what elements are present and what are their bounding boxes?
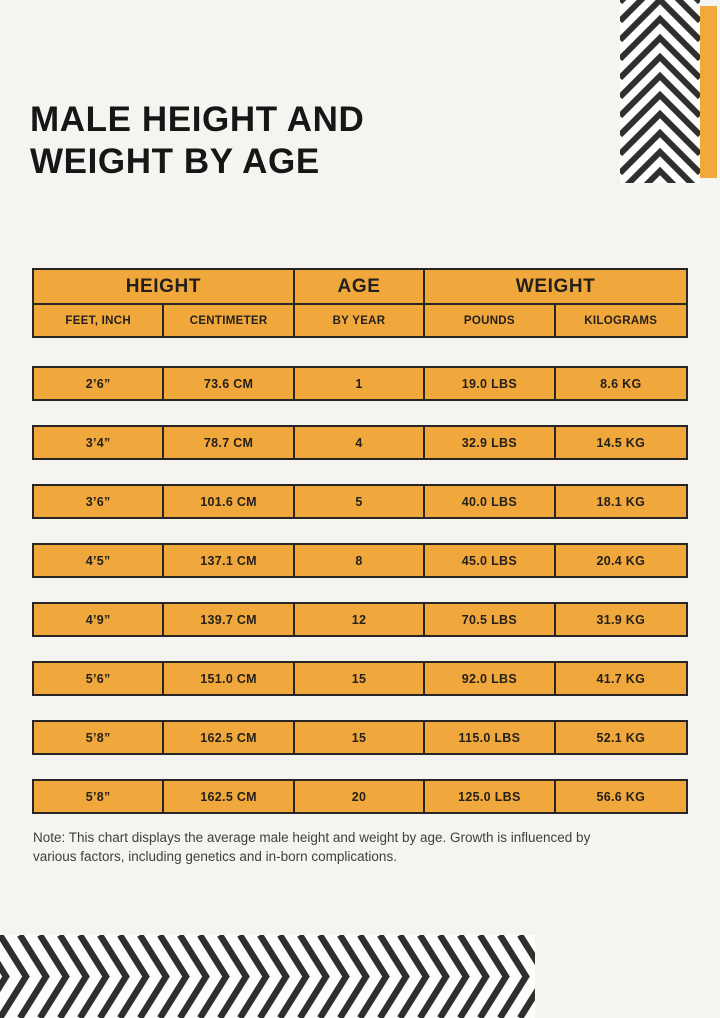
table-cell: 8 bbox=[295, 545, 425, 576]
table-cell: 5’6” bbox=[34, 663, 164, 694]
table-cell: 19.0 LBS bbox=[425, 368, 555, 399]
table-cell: 32.9 LBS bbox=[425, 427, 555, 458]
table-cell: 115.0 LBS bbox=[425, 722, 555, 753]
table-cell: 151.0 CM bbox=[164, 663, 294, 694]
header-group-weight: WEIGHT bbox=[425, 270, 686, 303]
table-cell: 12 bbox=[295, 604, 425, 635]
table-row bbox=[32, 720, 688, 755]
table-row bbox=[32, 543, 688, 578]
table-cell: 162.5 CM bbox=[164, 722, 294, 753]
table-cell: 125.0 LBS bbox=[425, 781, 555, 812]
table-cell: 14.5 KG bbox=[556, 427, 686, 458]
chevron-right-pattern-icon bbox=[0, 935, 535, 1018]
table-cell: 162.5 CM bbox=[164, 781, 294, 812]
table-cell: 8.6 KG bbox=[556, 368, 686, 399]
table-cell: 70.5 LBS bbox=[425, 604, 555, 635]
col-header-kilograms: KILOGRAMS bbox=[556, 305, 686, 336]
table-row bbox=[32, 484, 688, 519]
page-title-line2: WEIGHT BY AGE bbox=[30, 142, 320, 181]
table-row bbox=[32, 779, 688, 814]
table-cell: 78.7 CM bbox=[164, 427, 294, 458]
page-title-line1: MALE HEIGHT AND bbox=[30, 100, 365, 139]
table-cell: 56.6 KG bbox=[556, 781, 686, 812]
col-header-by-year: BY YEAR bbox=[295, 305, 425, 336]
table-cell: 52.1 KG bbox=[556, 722, 686, 753]
table-cell: 3’6” bbox=[34, 486, 164, 517]
table-cell: 5 bbox=[295, 486, 425, 517]
table-cell: 45.0 LBS bbox=[425, 545, 555, 576]
table-header-groups bbox=[32, 268, 688, 303]
table-cell: 15 bbox=[295, 663, 425, 694]
table-cell: 15 bbox=[295, 722, 425, 753]
table-header-columns bbox=[32, 303, 688, 338]
table-row bbox=[32, 661, 688, 696]
page-title bbox=[30, 99, 364, 183]
chevron-up-pattern-icon bbox=[620, 0, 700, 183]
table-cell: 3’4” bbox=[34, 427, 164, 458]
table-cell: 4 bbox=[295, 427, 425, 458]
table-row bbox=[32, 366, 688, 401]
table-cell: 41.7 KG bbox=[556, 663, 686, 694]
table-cell: 1 bbox=[295, 368, 425, 399]
table-cell: 4’5” bbox=[34, 545, 164, 576]
table-cell: 92.0 LBS bbox=[425, 663, 555, 694]
table-cell: 40.0 LBS bbox=[425, 486, 555, 517]
table-cell: 18.1 KG bbox=[556, 486, 686, 517]
header-group-height: HEIGHT bbox=[34, 270, 295, 303]
table-cell: 20 bbox=[295, 781, 425, 812]
table-row bbox=[32, 602, 688, 637]
table-cell: 2’6” bbox=[34, 368, 164, 399]
table-row bbox=[32, 425, 688, 460]
table-cell: 73.6 CM bbox=[164, 368, 294, 399]
height-weight-table bbox=[32, 268, 688, 814]
table-cell: 31.9 KG bbox=[556, 604, 686, 635]
col-header-pounds: POUNDS bbox=[425, 305, 555, 336]
col-header-feet-inch: FEET, INCH bbox=[34, 305, 164, 336]
header-group-age: AGE bbox=[295, 270, 425, 303]
table-cell: 4’9” bbox=[34, 604, 164, 635]
table-cell: 5’8” bbox=[34, 781, 164, 812]
table-cell: 5’8” bbox=[34, 722, 164, 753]
table-cell: 101.6 CM bbox=[164, 486, 294, 517]
note-text: Note: This chart displays the average male height and weight by age. Growth is influenced by various factors, including genetics and in-born complications. bbox=[33, 830, 591, 865]
accent-bar-top-right bbox=[700, 6, 717, 178]
table-cell: 137.1 CM bbox=[164, 545, 294, 576]
table-cell: 139.7 CM bbox=[164, 604, 294, 635]
table-cell: 20.4 KG bbox=[556, 545, 686, 576]
col-header-centimeter: CENTIMETER bbox=[164, 305, 294, 336]
